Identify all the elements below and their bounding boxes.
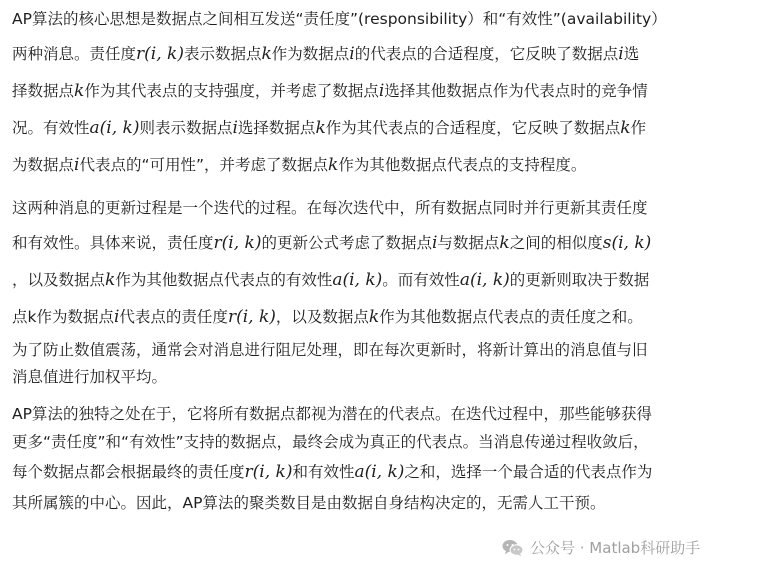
wechat-icon <box>502 539 524 557</box>
paragraph-line: 每个数据点都会根据最终的责任度r(i, k)和有效性a(i, k)之和，选择一个最合适的代表点作为 <box>12 462 653 482</box>
paragraph-line: 为了防止数值震荡，通常会对消息进行阻尼处理，即在每次更新时，将新计算出的消息值与旧 <box>12 341 648 359</box>
watermark <box>502 537 700 558</box>
paragraph-line: 和有效性。具体来说，责任度r(i, k)的更新公式考虑了数据点i与数据点k之间的相似度s(i, k) <box>12 233 652 253</box>
paragraph-line: 况。有效性a(i, k)则表示数据点i选择数据点k作为其代表点的合适程度，它反映了数据点k作 <box>12 118 647 138</box>
paragraph-line: ，以及数据点k作为其他数据点代表点的有效性a(i, k)。而有效性a(i, k)的更新则取决于数据 <box>12 270 650 290</box>
paragraph-line: 为数据点i代表点的“可用性”，并考虑了数据点k作为其他数据点代表点的支持程度。 <box>12 155 587 175</box>
paragraph-3 <box>12 399 752 517</box>
paragraph-line: 更多“责任度”和“有效性”支持的数据点，最终会成为真正的代表点。当消息传递过程收敛后， <box>12 433 649 451</box>
paragraph-line: 其所属簇的中心。因此，AP算法的聚类数目是由数据自身结构决定的，无需人工干预。 <box>12 494 606 512</box>
paragraph-2 <box>12 191 752 390</box>
paragraph-line: AP算法的核心思想是数据点之间相互发送“责任度”(responsibility）和“有效性”(availability） <box>12 10 667 28</box>
paragraph-1 <box>12 2 752 184</box>
paragraph-line: 择数据点k作为其代表点的支持强度，并考虑了数据点i选择其他数据点作为代表点时的竞争情 <box>12 81 648 101</box>
watermark-text: 公众号 · Matlab科研助手 <box>530 539 701 557</box>
paragraph-line: 点k作为数据点i代表点的责任度r(i, k)，以及数据点k作为其他数据点代表点的责任度之和。 <box>12 307 643 327</box>
paragraph-line: 两种消息。责任度r(i, k)表示数据点k作为数据点i的代表点的合适程度，它反映了数据点i选 <box>12 44 640 64</box>
paragraph-line: 消息值进行加权平均。 <box>12 368 168 386</box>
paragraph-line: 这两种消息的更新过程是一个迭代的过程。在每次迭代中，所有数据点同时并行更新其责任度 <box>12 199 648 217</box>
article-body <box>12 2 752 517</box>
paragraph-line: AP算法的独特之处在于，它将所有数据点都视为潜在的代表点。在迭代过程中，那些能够获得 <box>12 405 652 423</box>
